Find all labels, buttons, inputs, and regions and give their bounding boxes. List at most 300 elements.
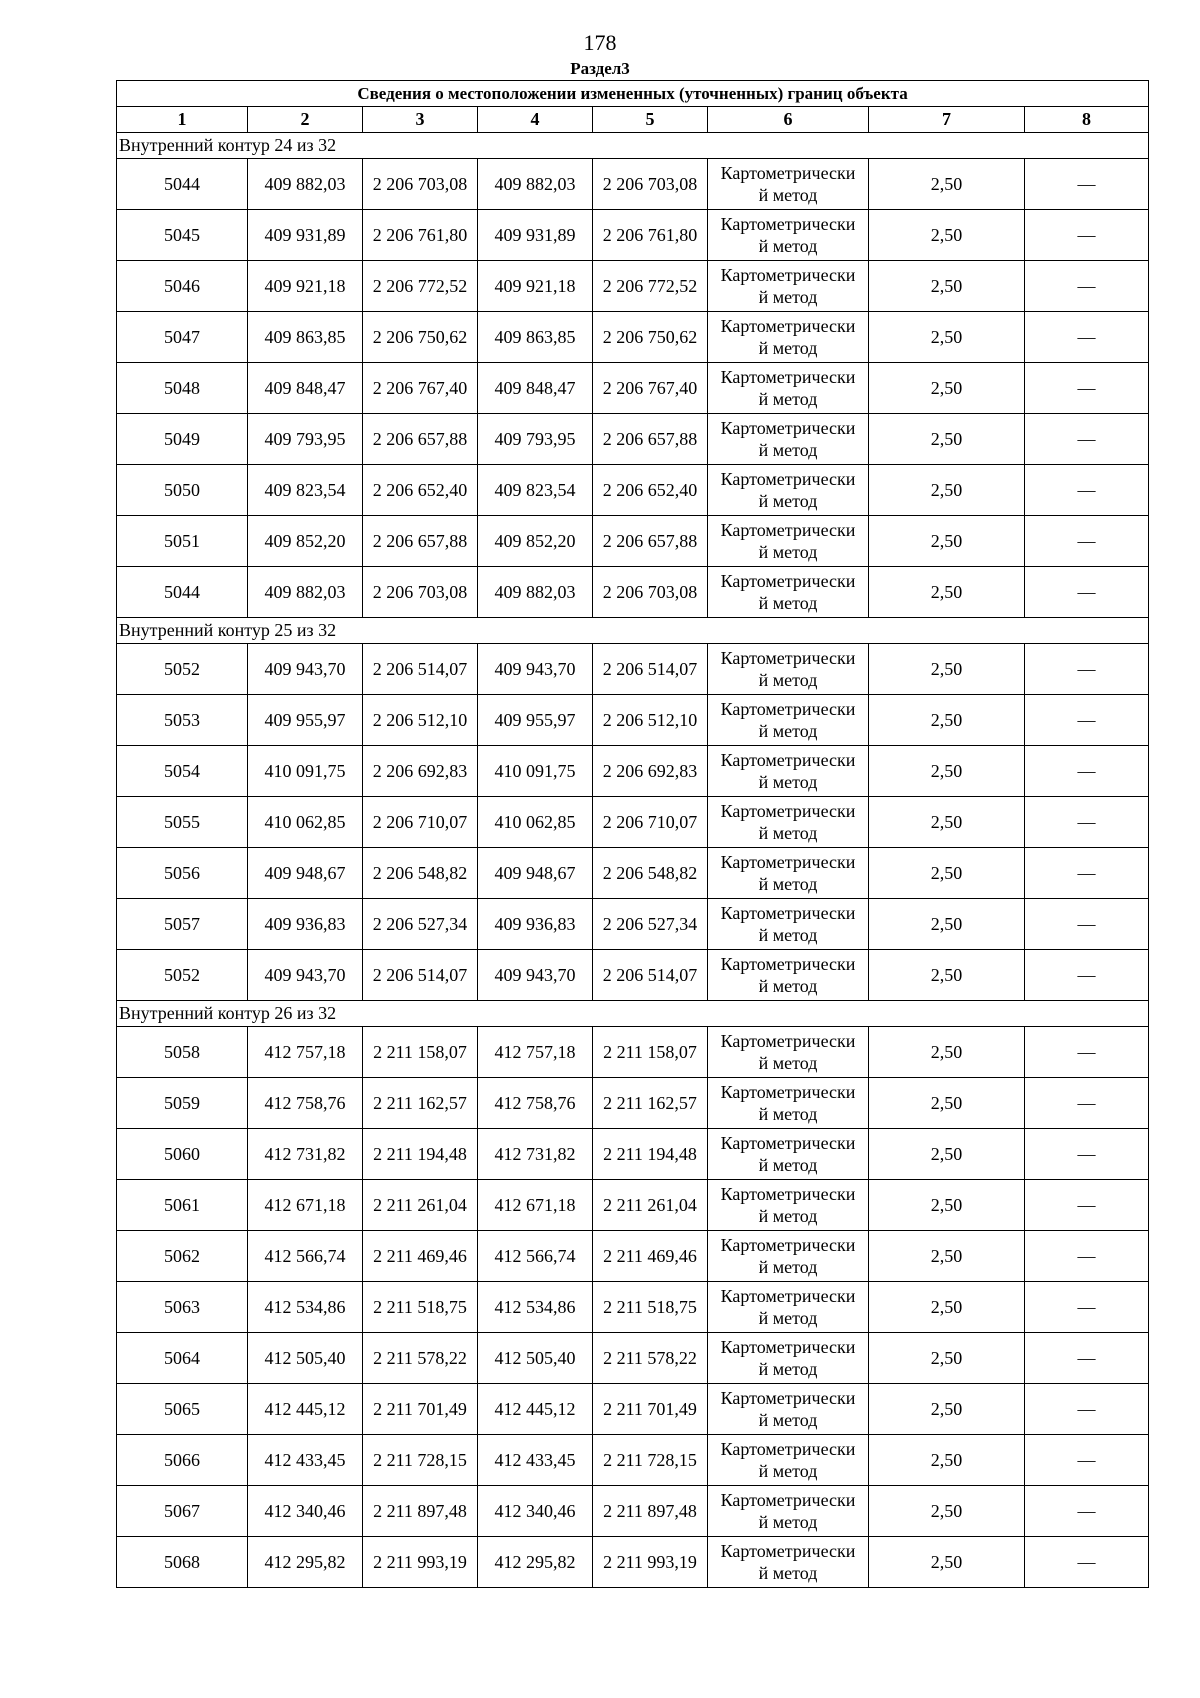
- old-y-coordinate: 2 211 993,19: [363, 1537, 478, 1588]
- new-y-coordinate: 2 211 897,48: [593, 1486, 708, 1537]
- accuracy-value: 2,50: [869, 797, 1025, 848]
- method-line-2: й метод: [758, 236, 818, 256]
- point-number: 5064: [117, 1333, 248, 1384]
- column-number: 4: [478, 107, 593, 133]
- method-line-2: й метод: [758, 874, 818, 894]
- method-line-2: й метод: [758, 593, 818, 613]
- empty-dash: —: [1025, 312, 1149, 363]
- method-line-1: Картометрически: [720, 418, 856, 438]
- determination-method: [708, 363, 869, 414]
- new-x-coordinate: 412 340,46: [478, 1486, 593, 1537]
- accuracy-value: 2,50: [869, 1435, 1025, 1486]
- table-row: [117, 1537, 1149, 1588]
- determination-method: [708, 516, 869, 567]
- old-x-coordinate: 412 566,74: [248, 1231, 363, 1282]
- determination-method: [708, 1333, 869, 1384]
- new-x-coordinate: 412 671,18: [478, 1180, 593, 1231]
- new-x-coordinate: 409 848,47: [478, 363, 593, 414]
- table-caption: Сведения о местоположении измененных (уточненных) границ объекта: [117, 81, 1149, 107]
- old-y-coordinate: 2 206 527,34: [363, 899, 478, 950]
- old-x-coordinate: 409 936,83: [248, 899, 363, 950]
- old-y-coordinate: 2 211 897,48: [363, 1486, 478, 1537]
- determination-method: [708, 465, 869, 516]
- empty-dash: —: [1025, 1333, 1149, 1384]
- method-line-2: й метод: [758, 491, 818, 511]
- empty-dash: —: [1025, 1486, 1149, 1537]
- method-line-2: й метод: [758, 925, 818, 945]
- point-number: 5060: [117, 1129, 248, 1180]
- method-line-1: Картометрически: [720, 1490, 856, 1510]
- new-y-coordinate: 2 206 767,40: [593, 363, 708, 414]
- table-row: [117, 261, 1149, 312]
- point-number: 5050: [117, 465, 248, 516]
- method-line-2: й метод: [758, 1206, 818, 1226]
- method-line-2: й метод: [758, 440, 818, 460]
- method-line-2: й метод: [758, 670, 818, 690]
- old-y-coordinate: 2 211 578,22: [363, 1333, 478, 1384]
- table-row: [117, 1384, 1149, 1435]
- accuracy-value: 2,50: [869, 746, 1025, 797]
- new-x-coordinate: 409 943,70: [478, 950, 593, 1001]
- point-number: 5055: [117, 797, 248, 848]
- contour-group-row: [117, 618, 1149, 644]
- old-x-coordinate: 409 943,70: [248, 644, 363, 695]
- point-number: 5044: [117, 567, 248, 618]
- table-body: [117, 133, 1149, 1588]
- accuracy-value: 2,50: [869, 159, 1025, 210]
- determination-method: [708, 567, 869, 618]
- old-x-coordinate: 412 758,76: [248, 1078, 363, 1129]
- point-number: 5059: [117, 1078, 248, 1129]
- determination-method: [708, 1435, 869, 1486]
- table-row: [117, 516, 1149, 567]
- new-x-coordinate: 412 445,12: [478, 1384, 593, 1435]
- point-number: 5052: [117, 950, 248, 1001]
- determination-method: [708, 261, 869, 312]
- accuracy-value: 2,50: [869, 1333, 1025, 1384]
- column-number: 1: [117, 107, 248, 133]
- old-x-coordinate: 412 534,86: [248, 1282, 363, 1333]
- empty-dash: —: [1025, 899, 1149, 950]
- empty-dash: —: [1025, 1537, 1149, 1588]
- method-line-1: Картометрически: [720, 801, 856, 821]
- table-caption-row: [117, 81, 1149, 107]
- determination-method: [708, 1282, 869, 1333]
- accuracy-value: 2,50: [869, 1027, 1025, 1078]
- point-number: 5053: [117, 695, 248, 746]
- new-x-coordinate: 412 505,40: [478, 1333, 593, 1384]
- determination-method: [708, 899, 869, 950]
- method-line-2: й метод: [758, 772, 818, 792]
- old-x-coordinate: 409 931,89: [248, 210, 363, 261]
- determination-method: [708, 950, 869, 1001]
- accuracy-value: 2,50: [869, 261, 1025, 312]
- accuracy-value: 2,50: [869, 414, 1025, 465]
- determination-method: [708, 1129, 869, 1180]
- determination-method: [708, 1078, 869, 1129]
- old-x-coordinate: 409 882,03: [248, 567, 363, 618]
- accuracy-value: 2,50: [869, 210, 1025, 261]
- accuracy-value: 2,50: [869, 1537, 1025, 1588]
- new-y-coordinate: 2 211 162,57: [593, 1078, 708, 1129]
- empty-dash: —: [1025, 1180, 1149, 1231]
- old-x-coordinate: 409 955,97: [248, 695, 363, 746]
- new-x-coordinate: 412 534,86: [478, 1282, 593, 1333]
- accuracy-value: 2,50: [869, 950, 1025, 1001]
- new-y-coordinate: 2 211 993,19: [593, 1537, 708, 1588]
- table-row: [117, 1282, 1149, 1333]
- table-row: [117, 210, 1149, 261]
- accuracy-value: 2,50: [869, 1282, 1025, 1333]
- accuracy-value: 2,50: [869, 899, 1025, 950]
- table-row: [117, 950, 1149, 1001]
- new-x-coordinate: 409 882,03: [478, 567, 593, 618]
- method-line-2: й метод: [758, 823, 818, 843]
- old-x-coordinate: 412 433,45: [248, 1435, 363, 1486]
- old-y-coordinate: 2 206 657,88: [363, 414, 478, 465]
- method-line-1: Картометрически: [720, 1286, 856, 1306]
- column-number: 3: [363, 107, 478, 133]
- old-x-coordinate: 412 295,82: [248, 1537, 363, 1588]
- new-y-coordinate: 2 206 527,34: [593, 899, 708, 950]
- new-y-coordinate: 2 211 518,75: [593, 1282, 708, 1333]
- new-y-coordinate: 2 206 772,52: [593, 261, 708, 312]
- method-line-2: й метод: [758, 1308, 818, 1328]
- table-row: [117, 567, 1149, 618]
- new-y-coordinate: 2 206 761,80: [593, 210, 708, 261]
- determination-method: [708, 848, 869, 899]
- accuracy-value: 2,50: [869, 1078, 1025, 1129]
- old-y-coordinate: 2 206 750,62: [363, 312, 478, 363]
- new-x-coordinate: 412 731,82: [478, 1129, 593, 1180]
- method-line-1: Картометрически: [720, 265, 856, 285]
- point-number: 5067: [117, 1486, 248, 1537]
- point-number: 5065: [117, 1384, 248, 1435]
- point-number: 5052: [117, 644, 248, 695]
- method-line-1: Картометрически: [720, 1031, 856, 1051]
- method-line-2: й метод: [758, 287, 818, 307]
- contour-group-row: [117, 133, 1149, 159]
- table-row: [117, 797, 1149, 848]
- old-x-coordinate: 409 948,67: [248, 848, 363, 899]
- method-line-2: й метод: [758, 542, 818, 562]
- method-line-2: й метод: [758, 1359, 818, 1379]
- old-y-coordinate: 2 206 514,07: [363, 950, 478, 1001]
- column-number: 2: [248, 107, 363, 133]
- method-line-2: й метод: [758, 1461, 818, 1481]
- determination-method: [708, 746, 869, 797]
- empty-dash: —: [1025, 159, 1149, 210]
- determination-method: [708, 1486, 869, 1537]
- new-x-coordinate: 412 757,18: [478, 1027, 593, 1078]
- new-x-coordinate: 412 566,74: [478, 1231, 593, 1282]
- method-line-2: й метод: [758, 1053, 818, 1073]
- empty-dash: —: [1025, 465, 1149, 516]
- point-number: 5057: [117, 899, 248, 950]
- old-x-coordinate: 409 863,85: [248, 312, 363, 363]
- old-y-coordinate: 2 206 772,52: [363, 261, 478, 312]
- coordinates-table: [116, 80, 1149, 1588]
- empty-dash: —: [1025, 1027, 1149, 1078]
- old-y-coordinate: 2 206 548,82: [363, 848, 478, 899]
- method-line-2: й метод: [758, 338, 818, 358]
- accuracy-value: 2,50: [869, 695, 1025, 746]
- table-row: [117, 644, 1149, 695]
- method-line-1: Картометрически: [720, 367, 856, 387]
- point-number: 5054: [117, 746, 248, 797]
- method-line-2: й метод: [758, 1257, 818, 1277]
- point-number: 5062: [117, 1231, 248, 1282]
- empty-dash: —: [1025, 848, 1149, 899]
- table-row: [117, 1129, 1149, 1180]
- old-x-coordinate: 410 091,75: [248, 746, 363, 797]
- method-line-1: Картометрически: [720, 1388, 856, 1408]
- method-line-1: Картометрически: [720, 852, 856, 872]
- contour-group-label: Внутренний контур 25 из 32: [117, 618, 1149, 644]
- old-y-coordinate: 2 206 710,07: [363, 797, 478, 848]
- table-row: [117, 695, 1149, 746]
- new-x-coordinate: 409 852,20: [478, 516, 593, 567]
- old-x-coordinate: 409 793,95: [248, 414, 363, 465]
- table-row: [117, 1027, 1149, 1078]
- old-y-coordinate: 2 211 194,48: [363, 1129, 478, 1180]
- old-y-coordinate: 2 206 657,88: [363, 516, 478, 567]
- new-y-coordinate: 2 211 728,15: [593, 1435, 708, 1486]
- determination-method: [708, 695, 869, 746]
- determination-method: [708, 797, 869, 848]
- old-y-coordinate: 2 211 261,04: [363, 1180, 478, 1231]
- new-x-coordinate: 409 882,03: [478, 159, 593, 210]
- column-number: 8: [1025, 107, 1149, 133]
- section-title: Раздел3: [570, 59, 630, 78]
- old-x-coordinate: 410 062,85: [248, 797, 363, 848]
- determination-method: [708, 1180, 869, 1231]
- point-number: 5047: [117, 312, 248, 363]
- old-y-coordinate: 2 206 514,07: [363, 644, 478, 695]
- determination-method: [708, 1027, 869, 1078]
- new-x-coordinate: 409 955,97: [478, 695, 593, 746]
- method-line-2: й метод: [758, 1104, 818, 1124]
- accuracy-value: 2,50: [869, 644, 1025, 695]
- new-y-coordinate: 2 211 158,07: [593, 1027, 708, 1078]
- table-row: [117, 899, 1149, 950]
- method-line-1: Картометрически: [720, 520, 856, 540]
- method-line-1: Картометрически: [720, 1184, 856, 1204]
- determination-method: [708, 159, 869, 210]
- point-number: 5049: [117, 414, 248, 465]
- old-y-coordinate: 2 206 703,08: [363, 159, 478, 210]
- table-row: [117, 746, 1149, 797]
- new-y-coordinate: 2 206 514,07: [593, 644, 708, 695]
- method-line-1: Картометрически: [720, 469, 856, 489]
- empty-dash: —: [1025, 1078, 1149, 1129]
- empty-dash: —: [1025, 516, 1149, 567]
- method-line-2: й метод: [758, 1155, 818, 1175]
- determination-method: [708, 312, 869, 363]
- point-number: 5046: [117, 261, 248, 312]
- table-row: [117, 1078, 1149, 1129]
- old-y-coordinate: 2 206 512,10: [363, 695, 478, 746]
- new-x-coordinate: 409 948,67: [478, 848, 593, 899]
- accuracy-value: 2,50: [869, 1180, 1025, 1231]
- empty-dash: —: [1025, 261, 1149, 312]
- new-x-coordinate: 412 295,82: [478, 1537, 593, 1588]
- old-x-coordinate: 412 757,18: [248, 1027, 363, 1078]
- accuracy-value: 2,50: [869, 1129, 1025, 1180]
- table-row: [117, 465, 1149, 516]
- new-y-coordinate: 2 206 657,88: [593, 414, 708, 465]
- new-y-coordinate: 2 206 548,82: [593, 848, 708, 899]
- method-line-2: й метод: [758, 976, 818, 996]
- method-line-2: й метод: [758, 721, 818, 741]
- new-y-coordinate: 2 211 701,49: [593, 1384, 708, 1435]
- determination-method: [708, 1537, 869, 1588]
- table-row: [117, 1231, 1149, 1282]
- table-row: [117, 1333, 1149, 1384]
- empty-dash: —: [1025, 1231, 1149, 1282]
- determination-method: [708, 414, 869, 465]
- column-number: 5: [593, 107, 708, 133]
- new-x-coordinate: 409 793,95: [478, 414, 593, 465]
- point-number: 5063: [117, 1282, 248, 1333]
- table-row: [117, 848, 1149, 899]
- old-x-coordinate: 412 671,18: [248, 1180, 363, 1231]
- method-line-1: Картометрически: [720, 903, 856, 923]
- accuracy-value: 2,50: [869, 848, 1025, 899]
- method-line-1: Картометрически: [720, 1082, 856, 1102]
- old-y-coordinate: 2 211 701,49: [363, 1384, 478, 1435]
- new-y-coordinate: 2 211 469,46: [593, 1231, 708, 1282]
- point-number: 5068: [117, 1537, 248, 1588]
- point-number: 5056: [117, 848, 248, 899]
- old-y-coordinate: 2 206 703,08: [363, 567, 478, 618]
- new-y-coordinate: 2 206 652,40: [593, 465, 708, 516]
- point-number: 5051: [117, 516, 248, 567]
- new-y-coordinate: 2 206 512,10: [593, 695, 708, 746]
- old-y-coordinate: 2 211 728,15: [363, 1435, 478, 1486]
- accuracy-value: 2,50: [869, 516, 1025, 567]
- empty-dash: —: [1025, 797, 1149, 848]
- old-x-coordinate: 412 445,12: [248, 1384, 363, 1435]
- new-y-coordinate: 2 206 703,08: [593, 567, 708, 618]
- method-line-2: й метод: [758, 1410, 818, 1430]
- new-x-coordinate: 409 823,54: [478, 465, 593, 516]
- determination-method: [708, 644, 869, 695]
- accuracy-value: 2,50: [869, 1231, 1025, 1282]
- accuracy-value: 2,50: [869, 1486, 1025, 1537]
- method-line-1: Картометрически: [720, 316, 856, 336]
- new-y-coordinate: 2 206 692,83: [593, 746, 708, 797]
- empty-dash: —: [1025, 1384, 1149, 1435]
- accuracy-value: 2,50: [869, 465, 1025, 516]
- accuracy-value: 2,50: [869, 312, 1025, 363]
- new-x-coordinate: 412 758,76: [478, 1078, 593, 1129]
- table-row: [117, 414, 1149, 465]
- new-y-coordinate: 2 206 703,08: [593, 159, 708, 210]
- old-x-coordinate: 412 340,46: [248, 1486, 363, 1537]
- point-number: 5045: [117, 210, 248, 261]
- old-y-coordinate: 2 211 469,46: [363, 1231, 478, 1282]
- contour-group-label: Внутренний контур 26 из 32: [117, 1001, 1149, 1027]
- new-x-coordinate: 410 091,75: [478, 746, 593, 797]
- new-x-coordinate: 412 433,45: [478, 1435, 593, 1486]
- method-line-1: Картометрически: [720, 699, 856, 719]
- new-x-coordinate: 409 863,85: [478, 312, 593, 363]
- new-y-coordinate: 2 206 657,88: [593, 516, 708, 567]
- empty-dash: —: [1025, 567, 1149, 618]
- new-y-coordinate: 2 206 750,62: [593, 312, 708, 363]
- old-x-coordinate: 409 921,18: [248, 261, 363, 312]
- empty-dash: —: [1025, 414, 1149, 465]
- old-x-coordinate: 409 852,20: [248, 516, 363, 567]
- table-row: [117, 1486, 1149, 1537]
- table-row: [117, 159, 1149, 210]
- empty-dash: —: [1025, 746, 1149, 797]
- point-number: 5066: [117, 1435, 248, 1486]
- method-line-1: Картометрически: [720, 571, 856, 591]
- new-x-coordinate: 410 062,85: [478, 797, 593, 848]
- accuracy-value: 2,50: [869, 1384, 1025, 1435]
- point-number: 5044: [117, 159, 248, 210]
- determination-method: [708, 1384, 869, 1435]
- accuracy-value: 2,50: [869, 363, 1025, 414]
- contour-group-row: [117, 1001, 1149, 1027]
- empty-dash: —: [1025, 1435, 1149, 1486]
- method-line-2: й метод: [758, 185, 818, 205]
- column-number: 6: [708, 107, 869, 133]
- column-number: 7: [869, 107, 1025, 133]
- method-line-1: Картометрически: [720, 214, 856, 234]
- new-y-coordinate: 2 211 261,04: [593, 1180, 708, 1231]
- old-x-coordinate: 409 823,54: [248, 465, 363, 516]
- method-line-1: Картометрически: [720, 1133, 856, 1153]
- method-line-2: й метод: [758, 1563, 818, 1583]
- old-y-coordinate: 2 211 518,75: [363, 1282, 478, 1333]
- old-y-coordinate: 2 206 767,40: [363, 363, 478, 414]
- old-x-coordinate: 409 848,47: [248, 363, 363, 414]
- method-line-1: Картометрически: [720, 1337, 856, 1357]
- method-line-1: Картометрически: [720, 648, 856, 668]
- old-y-coordinate: 2 206 652,40: [363, 465, 478, 516]
- old-y-coordinate: 2 211 162,57: [363, 1078, 478, 1129]
- contour-group-label: Внутренний контур 24 из 32: [117, 133, 1149, 159]
- new-y-coordinate: 2 206 710,07: [593, 797, 708, 848]
- point-number: 5048: [117, 363, 248, 414]
- method-line-2: й метод: [758, 389, 818, 409]
- empty-dash: —: [1025, 644, 1149, 695]
- empty-dash: —: [1025, 210, 1149, 261]
- old-x-coordinate: 409 882,03: [248, 159, 363, 210]
- table-row: [117, 1435, 1149, 1486]
- new-x-coordinate: 409 921,18: [478, 261, 593, 312]
- new-x-coordinate: 409 943,70: [478, 644, 593, 695]
- empty-dash: —: [1025, 695, 1149, 746]
- accuracy-value: 2,50: [869, 567, 1025, 618]
- method-line-1: Картометрически: [720, 1439, 856, 1459]
- column-numbers-row: [117, 107, 1149, 133]
- method-line-2: й метод: [758, 1512, 818, 1532]
- old-y-coordinate: 2 206 761,80: [363, 210, 478, 261]
- method-line-1: Картометрически: [720, 1235, 856, 1255]
- new-y-coordinate: 2 211 578,22: [593, 1333, 708, 1384]
- method-line-1: Картометрически: [720, 954, 856, 974]
- old-y-coordinate: 2 206 692,83: [363, 746, 478, 797]
- empty-dash: —: [1025, 1282, 1149, 1333]
- new-x-coordinate: 409 936,83: [478, 899, 593, 950]
- point-number: 5061: [117, 1180, 248, 1231]
- old-x-coordinate: 409 943,70: [248, 950, 363, 1001]
- new-x-coordinate: 409 931,89: [478, 210, 593, 261]
